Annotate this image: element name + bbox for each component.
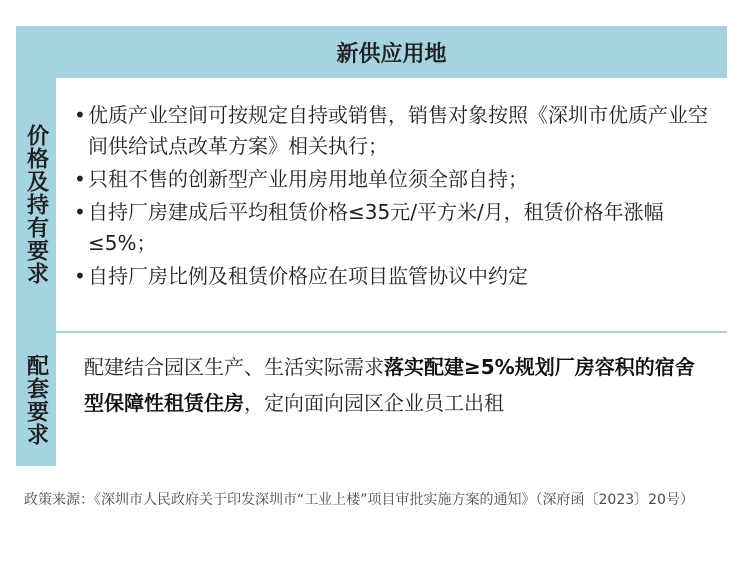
policy-source-note: 政策来源：《深圳市人民政府关于印发深圳市“工业上楼”项目审批实施方案的通知》（深府函〔2023〕20号） <box>24 492 694 508</box>
list-item <box>74 261 713 292</box>
table-header-title: 新供应用地 <box>56 28 727 76</box>
list-item-text: 只租不售的创新型产业用房用地单位须全部自持； <box>88 167 528 191</box>
bullet-icon: • <box>74 103 86 127</box>
header-corner-cell <box>18 28 54 76</box>
row-content-supporting <box>56 333 727 466</box>
supporting-text-tail: ，定向面向园区企业员工出租 <box>244 391 504 415</box>
row-label-price-holding <box>18 78 54 331</box>
row-label-price-holding-text: 价格及持有要求 <box>23 124 49 285</box>
list-item-text: 自持厂房建成后平均租赁价格≤35元/平方米/月，租赁价格年涨幅≤5%； <box>88 200 664 255</box>
row-label-supporting-text: 配套要求 <box>23 353 49 446</box>
row-label-supporting <box>18 333 54 466</box>
row-content-price-holding <box>56 78 727 331</box>
list-item-text: 优质产业空间可按规定自持或销售，销售对象按照《深圳市优质产业空间供给试点改革方案》相关执行； <box>88 103 708 158</box>
supporting-paragraph <box>84 349 707 421</box>
list-item <box>74 100 713 162</box>
list-item-text: 自持厂房比例及租赁价格应在项目监管协议中约定 <box>88 264 528 288</box>
list-item <box>74 197 713 259</box>
supporting-text-lead: 配建结合园区生产、生活实际需求 <box>84 355 384 379</box>
bullet-icon: • <box>74 264 86 288</box>
supporting-text-emphasis: 落实配建≥5%规划厂房容积的宿舍型保障性租赁住房 <box>84 355 695 415</box>
bullet-icon: • <box>74 167 86 191</box>
policy-table <box>16 26 727 466</box>
bullet-icon: • <box>74 200 86 224</box>
list-item <box>74 164 713 195</box>
